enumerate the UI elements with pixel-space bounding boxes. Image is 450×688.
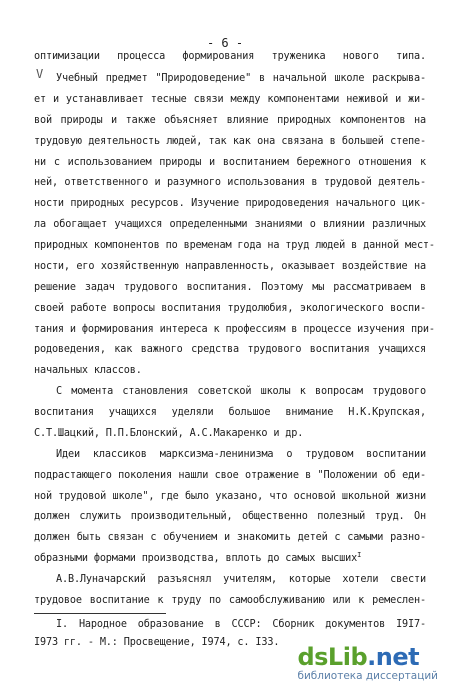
text-line: ни с использованием природы и воспитанием бережного отношения к bbox=[34, 157, 426, 168]
text-line: оптимизации процесса формирования труженика нового типа. bbox=[34, 51, 426, 62]
text-line bbox=[34, 553, 426, 565]
text-line: должен быть связан с обучением и знакомить детей с самыми разно- bbox=[34, 532, 426, 543]
text-line: ет и устанавливает тесные связи между компонентами неживой и жи- bbox=[34, 94, 426, 105]
text-line-content: образными формами производства, вплоть до самых высших bbox=[34, 553, 358, 564]
text-line: решение задач трудового воспитания. Поэтому мы рассматриваем в bbox=[34, 282, 426, 293]
text-line: ла обогащает учащихся определенными знаниями о влиянии различных bbox=[34, 219, 426, 230]
text-line: трудовую деятельность людей, так как она связана в большей степе- bbox=[34, 136, 426, 147]
text-line: А.В.Луначарский разъяснял учителям, которые хотели свести bbox=[56, 574, 426, 585]
text-line: Идеи классиков марксизма-ленинизма о трудовом воспитании bbox=[56, 449, 426, 460]
text-line: воспитания учащихся уделяли большое внимание Н.К.Крупская, bbox=[34, 407, 426, 418]
footnote-divider bbox=[34, 613, 166, 614]
text-line: природных компонентов по временам года на труд людей в данной мест- bbox=[34, 240, 435, 251]
text-line: своей работе вопросы воспитания трудолюбия, экологического воспи- bbox=[34, 303, 426, 314]
text-line: Учебный предмет "Природоведение" в начальной школе раскрыва- bbox=[56, 73, 426, 84]
footnote-line: I. Народное образование в СССР: Сборник документов I9I7- bbox=[56, 619, 426, 630]
text-line: подрастающего поколения нашли свое отражение в "Положении об еди- bbox=[34, 470, 426, 481]
watermark-logo: dsLib.net bbox=[297, 643, 420, 671]
footnote-line: I973 гг. - М.: Просвещение, I974, с. I33. bbox=[34, 637, 280, 648]
watermark-subtitle: библиотека диссертаций bbox=[297, 670, 438, 682]
margin-check-mark: V bbox=[36, 67, 44, 81]
text-line: ней, ответственного и разумного использования в трудовой деятель- bbox=[34, 177, 426, 188]
text-line: ности природных ресурсов. Изучение природоведения начального цик- bbox=[34, 198, 426, 209]
text-line: вой природы и также объясняет влияние природных компонентов на bbox=[34, 115, 426, 126]
text-line: родоведения, как важного средства трудового воспитания учащихся bbox=[34, 344, 426, 355]
text-line: трудовое воспитание к труду по самообслуживанию или к ремеслен- bbox=[34, 595, 426, 606]
text-line: тания и формирования интереса к профессиям в процессе изучения при- bbox=[34, 324, 435, 335]
watermark bbox=[297, 644, 438, 682]
footnote-reference: I bbox=[357, 551, 362, 559]
text-line: С.Т.Шацкий, П.П.Блонский, А.С.Макаренко и др. bbox=[34, 428, 304, 439]
text-line: должен служить производительный, общественно полезный труд. Он bbox=[34, 511, 426, 522]
text-line: ности, его хозяйственную направленность, оказывает воздействие на bbox=[34, 261, 426, 272]
text-line: С момента становления советской школы к вопросам трудового bbox=[56, 386, 426, 397]
page-number: - 6 - bbox=[206, 36, 244, 50]
text-line: начальных классов. bbox=[34, 365, 142, 376]
text-line: ной трудовой школе", где было указано, что основой школьной жизни bbox=[34, 491, 426, 502]
